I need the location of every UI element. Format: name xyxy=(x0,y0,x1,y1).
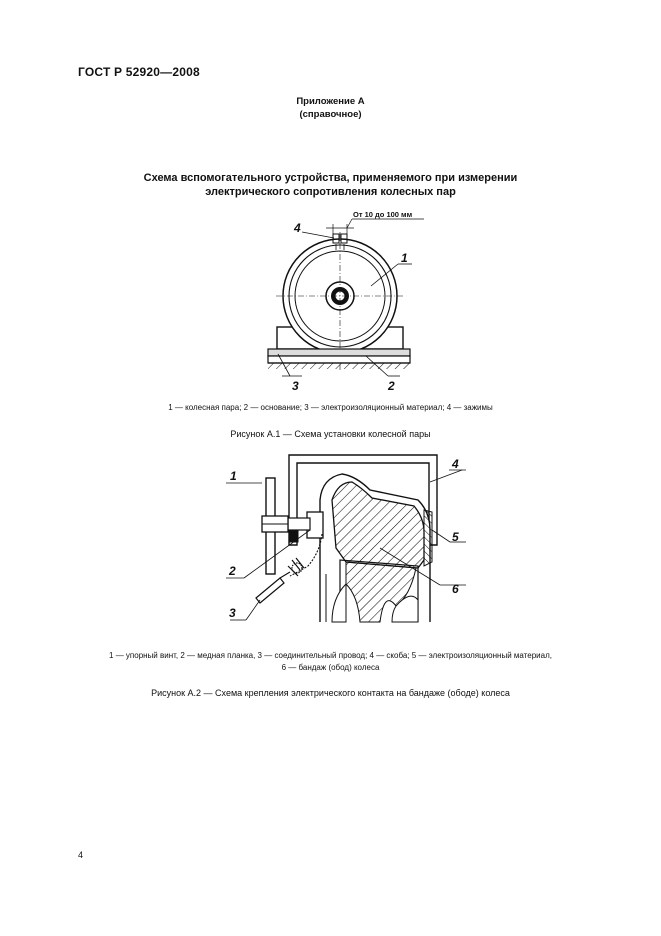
annex-title: Приложение А xyxy=(296,96,365,107)
callout-6: 6 xyxy=(452,582,459,596)
figure-a2-legend-line1: 1 — упорный винт, 2 — медная планка, 3 — соединительный провод; 4 — скоба; 5 — электроизоляционный материал, xyxy=(109,651,552,660)
insulation-plate xyxy=(268,349,410,356)
callout-4: 4 xyxy=(452,457,459,471)
callout-3: 3 xyxy=(229,606,236,620)
page-number: 4 xyxy=(78,850,84,860)
callout-1: 1 xyxy=(401,251,408,265)
base-plate xyxy=(268,356,410,363)
document-code: ГОСТ Р 52920—2008 xyxy=(78,65,200,79)
figure-a2-drawing xyxy=(220,448,470,628)
section-title-line2: электрического сопротивления колесных пар xyxy=(205,186,456,198)
section-title-line1: Схема вспомогательного устройства, применяемого при измерении xyxy=(143,172,518,184)
insulation-strip xyxy=(424,510,432,566)
ground-hatch xyxy=(268,363,410,369)
figure-a1-drawing xyxy=(250,208,430,393)
figure-a1-legend: 1 — колесная пара; 2 — основание; 3 — электроизоляционный материал; 4 — зажимы xyxy=(168,403,493,412)
dimension-label: От 10 до 100 мм xyxy=(353,210,413,219)
figure-a1-caption: Рисунок А.1 — Схема установки колесной пары xyxy=(230,429,431,439)
callout-4: 4 xyxy=(294,221,301,235)
figure-a2-legend-line2: 6 — бандаж (обод) колеса xyxy=(281,663,380,672)
callout-3: 3 xyxy=(292,379,299,393)
probe xyxy=(256,578,284,603)
callout-1: 1 xyxy=(230,469,237,483)
callout-5: 5 xyxy=(452,530,459,544)
annex-note: (справочное) xyxy=(299,109,362,120)
callout-2: 2 xyxy=(388,379,395,393)
callout-2: 2 xyxy=(229,564,236,578)
insulation-pad xyxy=(290,530,298,542)
screw-body xyxy=(288,518,310,530)
figure-a2-caption: Рисунок А.2 — Схема крепления электрического контакта на бандаже (ободе) колеса xyxy=(151,688,510,698)
